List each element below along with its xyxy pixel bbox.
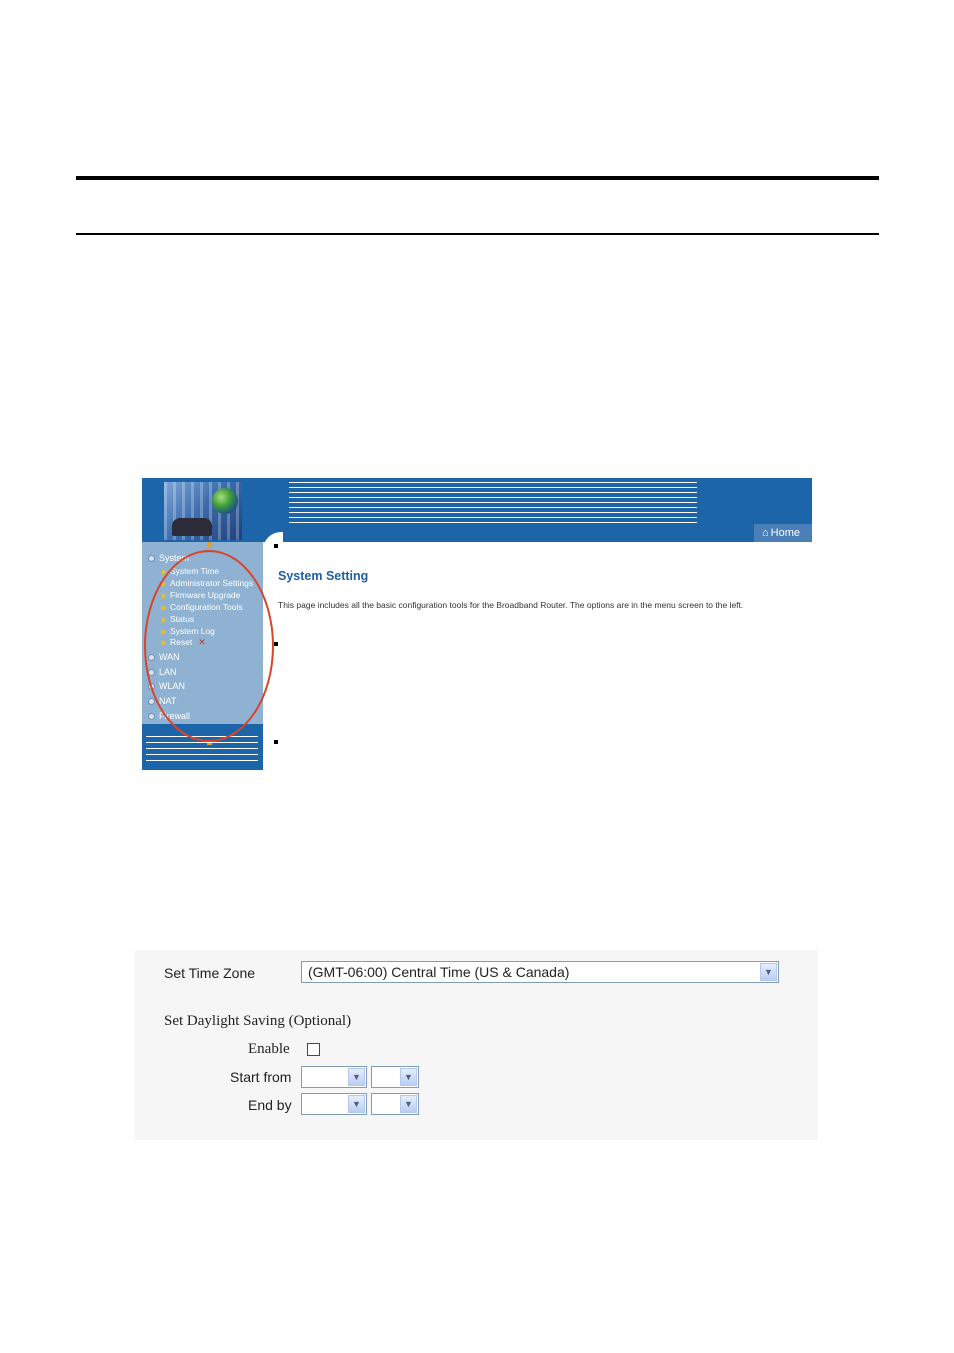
square-bullet-icon — [274, 642, 278, 646]
page-title: System Setting — [278, 569, 369, 583]
nav-firmware-upgrade[interactable]: Firmware Upgrade — [162, 590, 240, 600]
time-zone-value: (GMT-06:00) Central Time (US & Canada) — [308, 964, 570, 980]
nav-nat[interactable]: NAT — [148, 696, 176, 706]
end-day-select[interactable] — [371, 1093, 419, 1115]
sidebar-marker — [207, 542, 212, 547]
chevron-down-icon: ▼ — [760, 963, 777, 981]
enable-label: Enable — [248, 1041, 290, 1057]
time-zone-label: Set Time Zone — [164, 965, 256, 981]
nav-wlan[interactable]: WLAN — [148, 681, 185, 691]
chevron-down-icon: ▼ — [400, 1095, 417, 1113]
banner-stripes — [289, 482, 697, 526]
router-logo-image — [164, 482, 242, 540]
nav-firewall[interactable]: Firewall — [148, 711, 190, 721]
router-screenshot — [142, 478, 812, 770]
chevron-down-icon: ▼ — [400, 1068, 417, 1086]
start-day-select[interactable] — [371, 1066, 419, 1088]
square-bullet-icon — [274, 740, 278, 744]
nav-lan[interactable]: LAN — [148, 667, 177, 677]
end-month-select[interactable] — [301, 1093, 367, 1115]
enable-checkbox[interactable] — [307, 1043, 320, 1056]
home-label: Home — [770, 527, 800, 539]
start-month-select[interactable] — [301, 1066, 367, 1088]
highlight-circle — [144, 550, 274, 742]
header-rule-thick — [76, 176, 879, 180]
time-settings-panel — [135, 950, 818, 1140]
nav-status[interactable]: Status — [162, 614, 194, 624]
bullet-icon — [148, 713, 155, 720]
nav-system-log[interactable]: System Log — [162, 626, 215, 636]
header-rule-thin — [76, 233, 879, 235]
chevron-down-icon: ▼ — [348, 1068, 365, 1086]
home-icon: ⌂ — [762, 527, 769, 539]
nav-administrator-settings[interactable]: Administrator Settings — [162, 578, 253, 588]
chevron-down-icon: ▼ — [348, 1095, 365, 1113]
start-from-label: Start from — [230, 1069, 292, 1085]
nav-reset[interactable]: Reset ✕ — [162, 637, 206, 648]
daylight-saving-label: Set Daylight Saving (Optional) — [164, 1013, 352, 1029]
end-by-label: End by — [248, 1097, 292, 1113]
top-banner — [142, 478, 812, 542]
page-description: This page includes all the basic configuration tools for the Broadband Router. The options are in the menu screen to the left. — [278, 600, 744, 610]
people-image — [172, 518, 212, 536]
home-button[interactable] — [754, 524, 812, 542]
square-bullet-icon — [274, 544, 278, 548]
nav-system[interactable]: System — [148, 553, 189, 563]
bullet-icon — [148, 555, 155, 562]
nav-system-time[interactable]: System Time — [162, 566, 219, 576]
globe-icon — [212, 488, 238, 514]
time-zone-select[interactable] — [301, 961, 779, 983]
nav-configuration-tools[interactable]: Configuration Tools — [162, 602, 243, 612]
nav-wan[interactable]: WAN — [148, 652, 180, 662]
close-icon: ✕ — [198, 637, 206, 647]
